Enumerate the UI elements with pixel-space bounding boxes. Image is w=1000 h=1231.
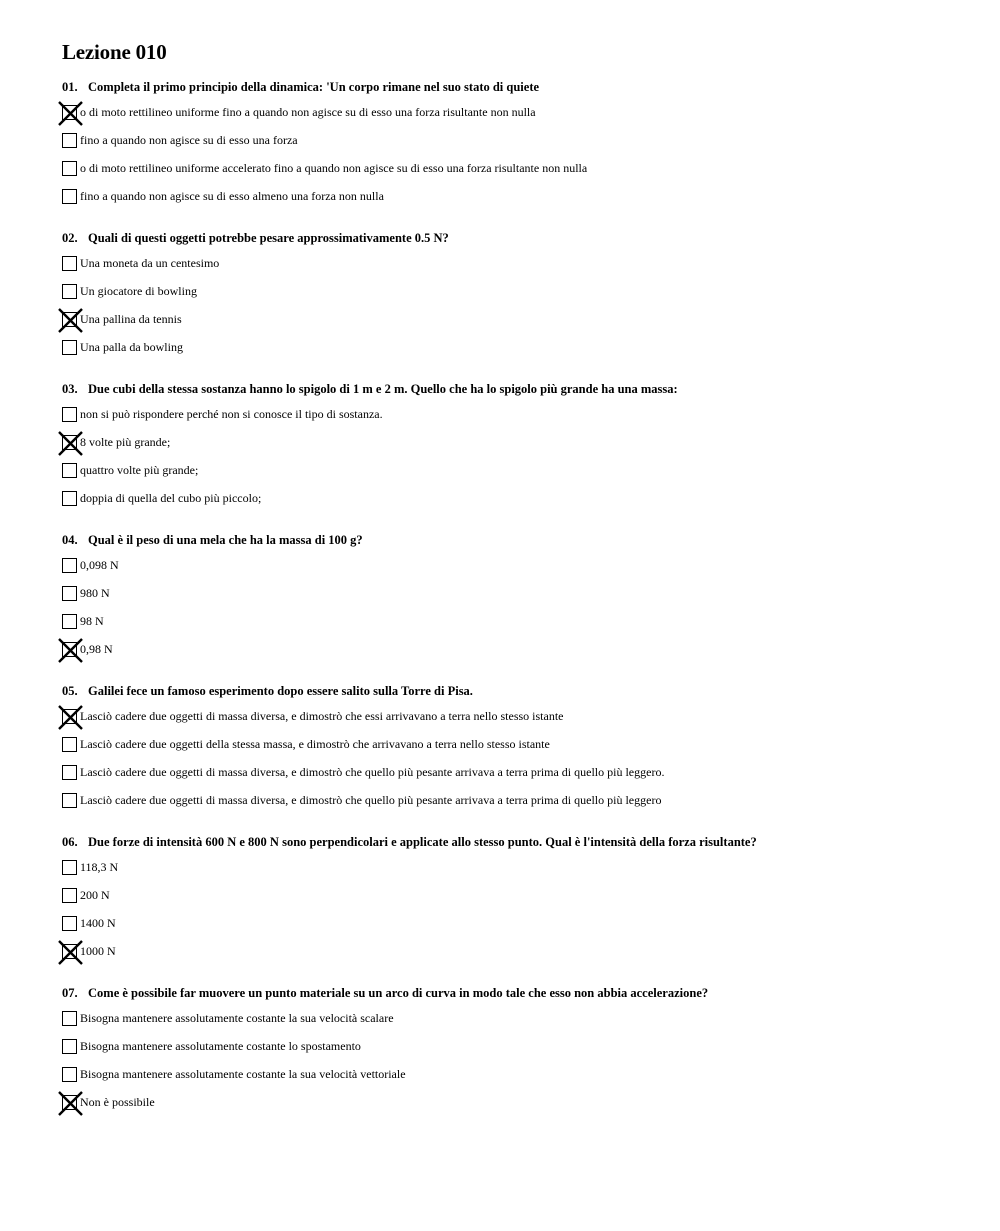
checkbox[interactable] <box>62 888 77 903</box>
checkbox-checked[interactable] <box>62 642 77 657</box>
checkbox[interactable] <box>62 737 77 752</box>
question-number: 04. <box>62 533 78 547</box>
checkbox-checked[interactable] <box>62 105 77 120</box>
checkbox-checked[interactable] <box>62 944 77 959</box>
answer-option[interactable] <box>62 133 962 161</box>
question-text <box>62 79 962 95</box>
question-spacer <box>62 670 962 683</box>
checkbox[interactable] <box>62 189 77 204</box>
question-block <box>62 985 962 1136</box>
answer-option-label: doppia di quella del cubo più piccolo; <box>80 491 262 505</box>
question-label: Galilei fece un famoso esperimento dopo essere salito sulla Torre di Pisa. <box>88 684 473 698</box>
checkbox-checked[interactable] <box>62 1095 77 1110</box>
answer-option-label: Una pallina da tennis <box>80 312 182 326</box>
checkbox[interactable] <box>62 765 77 780</box>
question-block <box>62 532 962 683</box>
lesson-title: Lezione 010 <box>62 40 167 64</box>
checkbox[interactable] <box>62 1011 77 1026</box>
question-label: Come è possibile far muovere un punto materiale su un arco di curva in modo tale che esso non abbia accelerazione? <box>88 986 709 1000</box>
answer-option[interactable] <box>62 793 962 821</box>
answer-option[interactable] <box>62 558 962 586</box>
checkbox[interactable] <box>62 407 77 422</box>
question-text <box>62 230 962 246</box>
answer-option[interactable] <box>62 944 962 972</box>
answer-option[interactable] <box>62 407 962 435</box>
question-block <box>62 230 962 381</box>
answer-option[interactable] <box>62 916 962 944</box>
checkbox[interactable] <box>62 284 77 299</box>
answer-option-label: Lasciò cadere due oggetti di massa diversa, e dimostrò che quello più pesante arrivava a terra prima di quello più leggero. <box>80 765 665 779</box>
answer-option[interactable] <box>62 1011 962 1039</box>
question-number: 01. <box>62 80 78 94</box>
answer-option[interactable] <box>62 1039 962 1067</box>
answer-option-label: Non è possibile <box>80 1095 155 1109</box>
answer-option[interactable] <box>62 860 962 888</box>
checkbox[interactable] <box>62 256 77 271</box>
question-number: 07. <box>62 986 78 1000</box>
question-text <box>62 683 962 699</box>
answer-option-label: quattro volte più grande; <box>80 463 199 477</box>
answer-option-label: 118,3 N <box>80 860 119 874</box>
checkbox-checked[interactable] <box>62 709 77 724</box>
answer-option[interactable] <box>62 614 962 642</box>
question-spacer <box>62 1123 962 1136</box>
question-text <box>62 985 962 1001</box>
checkbox[interactable] <box>62 586 77 601</box>
checkbox[interactable] <box>62 793 77 808</box>
answer-option-label: 1000 N <box>80 944 116 958</box>
question-label: Quali di questi oggetti potrebbe pesare approssimativamente 0.5 N? <box>88 231 449 245</box>
quiz-page <box>62 38 962 1136</box>
answer-option-label: 1400 N <box>80 916 116 930</box>
checkbox[interactable] <box>62 860 77 875</box>
answer-option[interactable] <box>62 642 962 670</box>
checkbox[interactable] <box>62 463 77 478</box>
answer-option-label: o di moto rettilineo uniforme fino a quando non agisce su di esso una forza risultante non nulla <box>80 105 536 119</box>
answer-option-label: 0,98 N <box>80 642 113 656</box>
question-spacer <box>62 821 962 834</box>
answer-option[interactable] <box>62 1067 962 1095</box>
question-block <box>62 683 962 834</box>
answer-option[interactable] <box>62 189 962 217</box>
answer-option-label: 200 N <box>80 888 110 902</box>
checkbox[interactable] <box>62 916 77 931</box>
checkbox[interactable] <box>62 614 77 629</box>
checkbox[interactable] <box>62 161 77 176</box>
answer-option[interactable] <box>62 105 962 133</box>
answer-option[interactable] <box>62 463 962 491</box>
question-text <box>62 532 962 548</box>
answer-option-label: Una palla da bowling <box>80 340 183 354</box>
answer-option-label: 0,098 N <box>80 558 119 572</box>
question-spacer <box>62 519 962 532</box>
answer-option-label: 8 volte più grande; <box>80 435 171 449</box>
answer-option-label: non si può rispondere perché non si conosce il tipo di sostanza. <box>80 407 383 421</box>
checkbox[interactable] <box>62 340 77 355</box>
answer-option[interactable] <box>62 161 962 189</box>
answer-option-label: Un giocatore di bowling <box>80 284 197 298</box>
answer-option-label: Lasciò cadere due oggetti della stessa massa, e dimostrò che arrivavano a terra nello stesso istante <box>80 737 550 751</box>
question-spacer <box>62 217 962 230</box>
answer-option-label: Lasciò cadere due oggetti di massa diversa, e dimostrò che quello più pesante arrivava a terra prima di quello più leggero <box>80 793 662 807</box>
answer-option[interactable] <box>62 435 962 463</box>
question-number: 06. <box>62 835 78 849</box>
answer-option[interactable] <box>62 256 962 284</box>
answer-option[interactable] <box>62 586 962 614</box>
question-list <box>62 79 962 1136</box>
checkbox-checked[interactable] <box>62 312 77 327</box>
answer-option[interactable] <box>62 491 962 519</box>
answer-option-label: Bisogna mantenere assolutamente costante la sua velocità vettoriale <box>80 1067 406 1081</box>
answer-option[interactable] <box>62 340 962 368</box>
answer-option-label: fino a quando non agisce su di esso almeno una forza non nulla <box>80 189 384 203</box>
question-number: 03. <box>62 382 78 396</box>
question-label: Completa il primo principio della dinamica: 'Un corpo rimane nel suo stato di quiete <box>88 80 540 94</box>
question-label: Due forze di intensità 600 N e 800 N sono perpendicolari e applicate allo stesso punto. Qual è l'intensità della forza risultante? <box>88 835 757 849</box>
answer-option[interactable] <box>62 1095 962 1123</box>
answer-option-label: Bisogna mantenere assolutamente costante lo spostamento <box>80 1039 361 1053</box>
question-number: 05. <box>62 684 78 698</box>
answer-option-label: Lasciò cadere due oggetti di massa diversa, e dimostrò che essi arrivavano a terra nello stesso istante <box>80 709 564 723</box>
question-text <box>62 381 962 397</box>
checkbox[interactable] <box>62 1067 77 1082</box>
answer-option-label: 98 N <box>80 614 104 628</box>
question-spacer <box>62 972 962 985</box>
question-label: Due cubi della stessa sostanza hanno lo spigolo di 1 m e 2 m. Quello che ha lo spigolo più grande ha una massa: <box>88 382 678 396</box>
checkbox-checked[interactable] <box>62 435 77 450</box>
question-text <box>62 834 962 850</box>
answer-option-label: fino a quando non agisce su di esso una forza <box>80 133 298 147</box>
answer-option[interactable] <box>62 765 962 793</box>
checkbox[interactable] <box>62 133 77 148</box>
answer-option-label: o di moto rettilineo uniforme accelerato fino a quando non agisce su di esso una forza risultante non nulla <box>80 161 588 175</box>
answer-option[interactable] <box>62 888 962 916</box>
answer-option[interactable] <box>62 709 962 737</box>
answer-option-label: Una moneta da un centesimo <box>80 256 220 270</box>
checkbox[interactable] <box>62 558 77 573</box>
question-block <box>62 381 962 532</box>
answer-option[interactable] <box>62 737 962 765</box>
question-spacer <box>62 368 962 381</box>
checkbox[interactable] <box>62 1039 77 1054</box>
question-number: 02. <box>62 231 78 245</box>
question-block <box>62 834 962 985</box>
answer-option[interactable] <box>62 312 962 340</box>
checkbox[interactable] <box>62 491 77 506</box>
answer-option-label: Bisogna mantenere assolutamente costante la sua velocità scalare <box>80 1011 394 1025</box>
question-block <box>62 79 962 230</box>
answer-option[interactable] <box>62 284 962 312</box>
question-label: Qual è il peso di una mela che ha la massa di 100 g? <box>88 533 363 547</box>
answer-option-label: 980 N <box>80 586 110 600</box>
